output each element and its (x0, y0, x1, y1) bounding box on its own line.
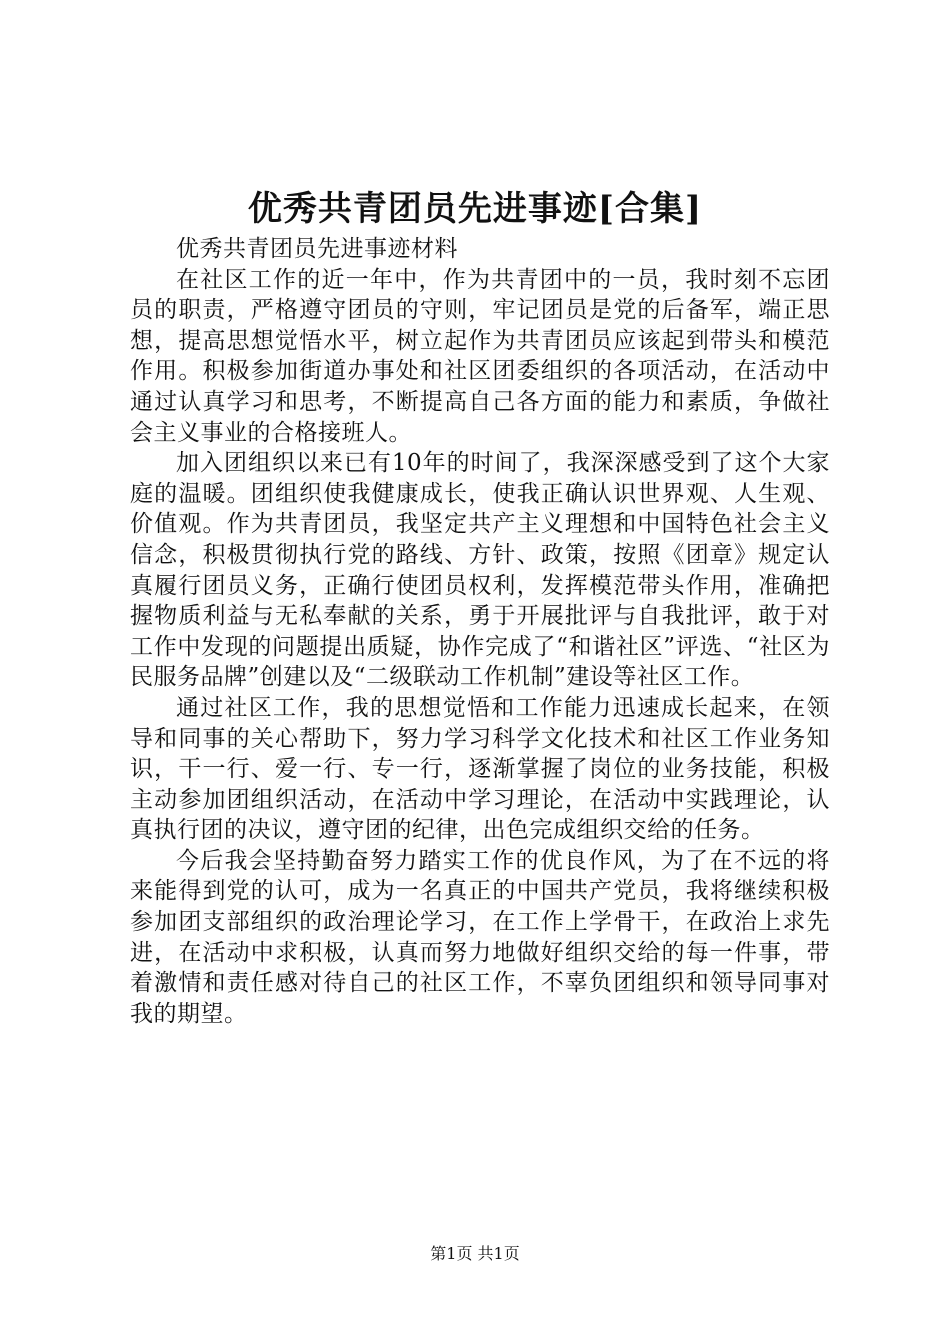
paragraph-4: 今后我会坚持勤奋努力踏实工作的优良作风，为了在不远的将来能得到党的认可，成为一名真正的中国共产党员，我将继续积极参加团支部组织的政治理论学习，在工作上学骨干，在政治上求先进，在活动中求积极，认真而努力地做好组织交给的每一件事，带着激情和责任感对待自己的社区工作，不辜负团组织和领导同事对我的期望。 (130, 847, 830, 1027)
paragraph-2: 加入团组织以来已有10年的时间了，我深深感受到了这个大家庭的温暖。团组织使我健康成长，使我正确认识世界观、人生观、价值观。作为共青团员，我坚定共产主义理想和中国特色社会主义信念，积极贯彻执行党的路线、方针、政策，按照《团章》规定认真履行团员义务，正确行使团员权利，发挥模范带头作用，准确把握物质利益与无私奉献的关系，勇于开展批评与自我批评，敢于对工作中发现的问题提出质疑，协作完成了“和谐社区”评选、“社区为民服务品牌”创建以及“二级联动工作机制”建设等社区工作。 (130, 450, 830, 691)
document-title: 优秀共青团员先进事迹[合集] (247, 189, 703, 229)
page-number-footer: 第1页 共1页 (430, 1244, 520, 1263)
paragraph-1: 在社区工作的近一年中，作为共青团中的一员，我时刻不忘团员的职责，严格遵守团员的守则，牢记团员是党的后备军，端正思想，提高思想觉悟水平，树立起作为共青团员应该起到带头和模范作用。积极参加街道办事处和社区团委组织的各项活动，在活动中通过认真学习和思考，不断提高自己各方面的能力和素质，争做社会主义事业的合格接班人。 (130, 266, 830, 446)
paragraph-3: 通过社区工作，我的思想觉悟和工作能力迅速成长起来，在领导和同事的关心帮助下，努力学习科学文化技术和社区工作业务知识，干一行、爱一行、专一行，逐渐掌握了岗位的业务技能，积极主动参加团组织活动，在活动中学习理论，在活动中实践理论，认真执行团的决议，遵守团的纪律，出色完成组织交给的任务。 (130, 694, 830, 844)
document-subtitle: 优秀共青团员先进事迹材料 (176, 236, 458, 262)
document-body (130, 234, 830, 1029)
